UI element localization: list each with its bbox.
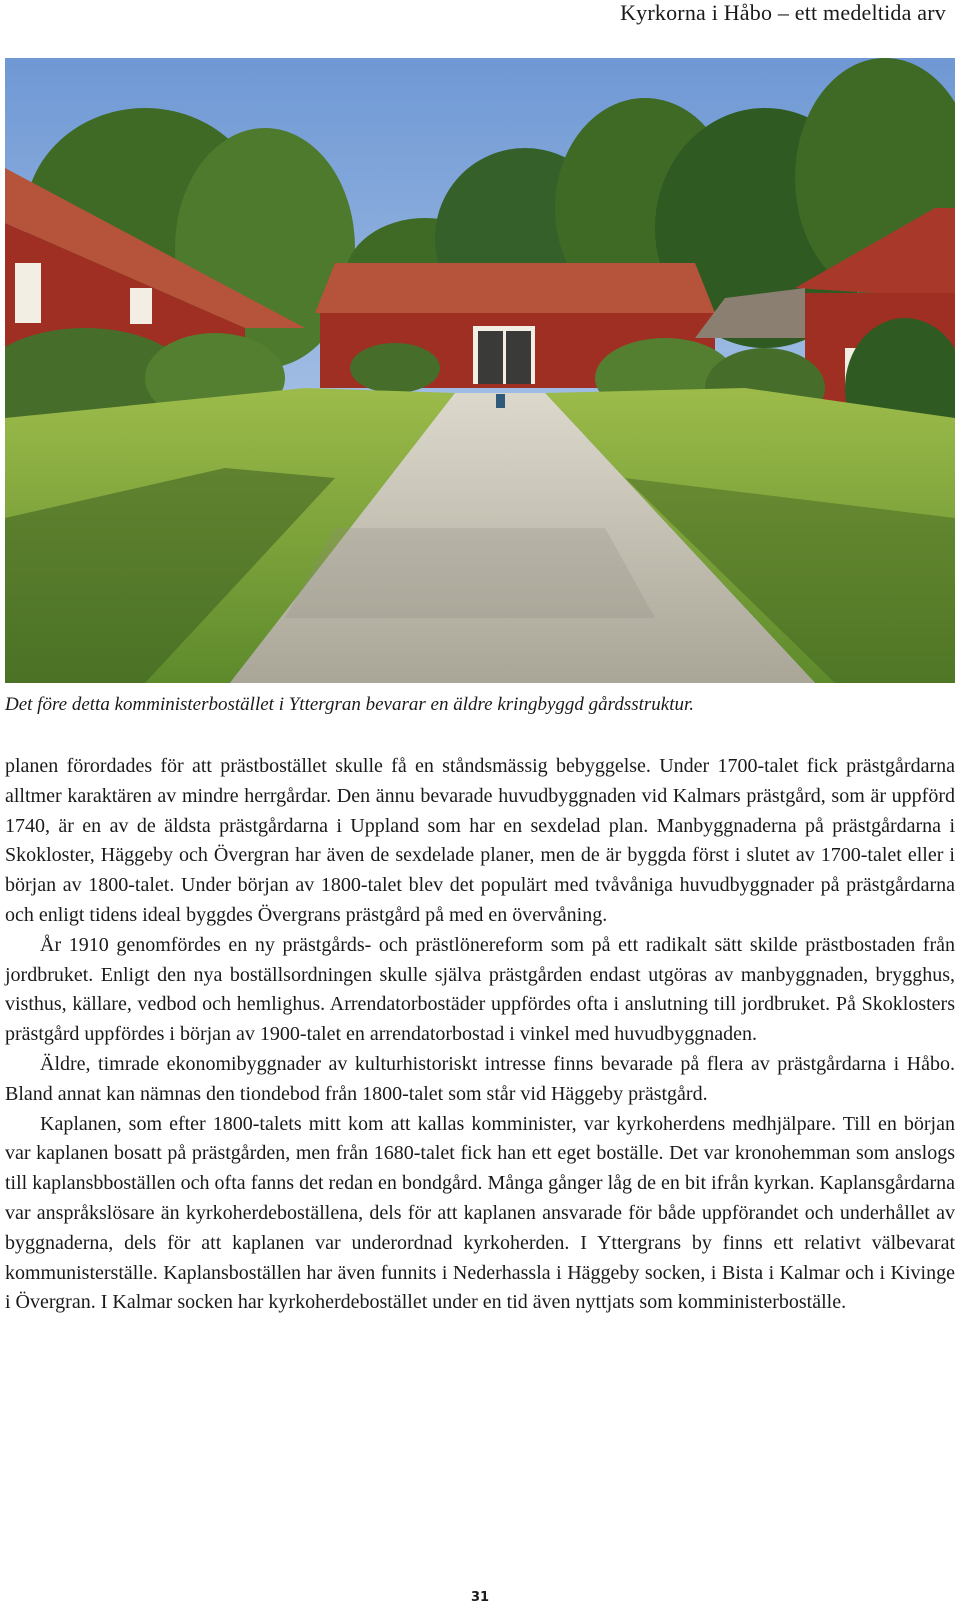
running-header: Kyrkorna i Håbo – ett medeltida arv bbox=[620, 0, 946, 25]
page-number: 31 bbox=[470, 1590, 490, 1605]
paragraph: År 1910 genomfördes en ny prästgårds- och prästlönereform som på ett radikalt sätt skilde prästbostaden från jordbruket. Enligt den nya boställsordningen skulle själva prästgården endast utgöras av manbyggnaden, brygghus, visthus, källare, vedbod och hemlighus. Arrendatorbostäder uppfördes ofta i anslutning till jordbruket. På Skoklosters prästgård uppfördes i början av 1900-talet en arrendatorbostad i vinkel med huvudbyggnaden. bbox=[5, 933, 955, 1046]
paragraph: Äldre, timrade ekonomibyggnader av kulturhistoriskt intresse finns bevarade på flera av prästgårdarna i Håbo. Bland annat kan nämnas den tiondebod från 1800-talet som står vid Häggeby prästgård. bbox=[5, 1052, 955, 1105]
body-text bbox=[5, 752, 955, 1318]
figure-caption: Det före detta komministerbostället i Yttergran bevarar en äldre kringbyggd gårdsstruktur. bbox=[5, 694, 695, 715]
paragraph: planen förordades för att prästbostället skulle få en ståndsmässig bebyggelse. Under 1700-talet fick prästgårdarna alltmer karaktären av mindre herrgårdar. Den ännu bevarade huvudbyggnaden vid Kalmars prästgård, som är uppförd 1740, är en av de äldsta prästgårdarna i Uppland som har en sexdelad plan. Manbyggnaderna på prästgårdarna i Skokloster, Häggeby och Övergran har även de sexdelade planer, men de är byggda först i slutet av 1700-talet eller i början av 1800-talet. Under början av 1800-talet blev det populärt med tvåvåniga huvudbyggnader på prästgårdarna och enligt tidens ideal byggdes Övergrans prästgård på med en övervåning. bbox=[5, 755, 955, 926]
farmstead-photo bbox=[5, 58, 955, 683]
farmstead-illustration bbox=[5, 58, 955, 683]
urn bbox=[496, 394, 505, 408]
paragraph: Kaplanen, som efter 1800-talets mitt kom att kallas komminister, var kyrkoherdens medhjälpare. Till en början var kaplanen bosatt på prästgården, men från 1680-talet fick han ett eget boställe. Det var kronohemman som anslogs till kaplansbboställen och ofta fanns det redan en bondgård. Många gånger låg de en bit ifrån kyrkan. Kaplansgårdarna var anspråkslösare än kyrkoherdeboställena, dels för att kaplanen ansvarade för både uppförandet och underhållet av byggnaderna, dels för att kaplanen var underordnad kyrkoherden. I Yttergrans by finns ett relativt välbevarat kommunisterställe. Kaplansboställen har även funnits i Nederhassla i Häggeby socken, i Bista i Kalmar och i Kivinge i Övergran. I Kalmar socken har kyrkoherdebostället under en tid även nyttjats som komministerboställe. bbox=[5, 1112, 955, 1314]
